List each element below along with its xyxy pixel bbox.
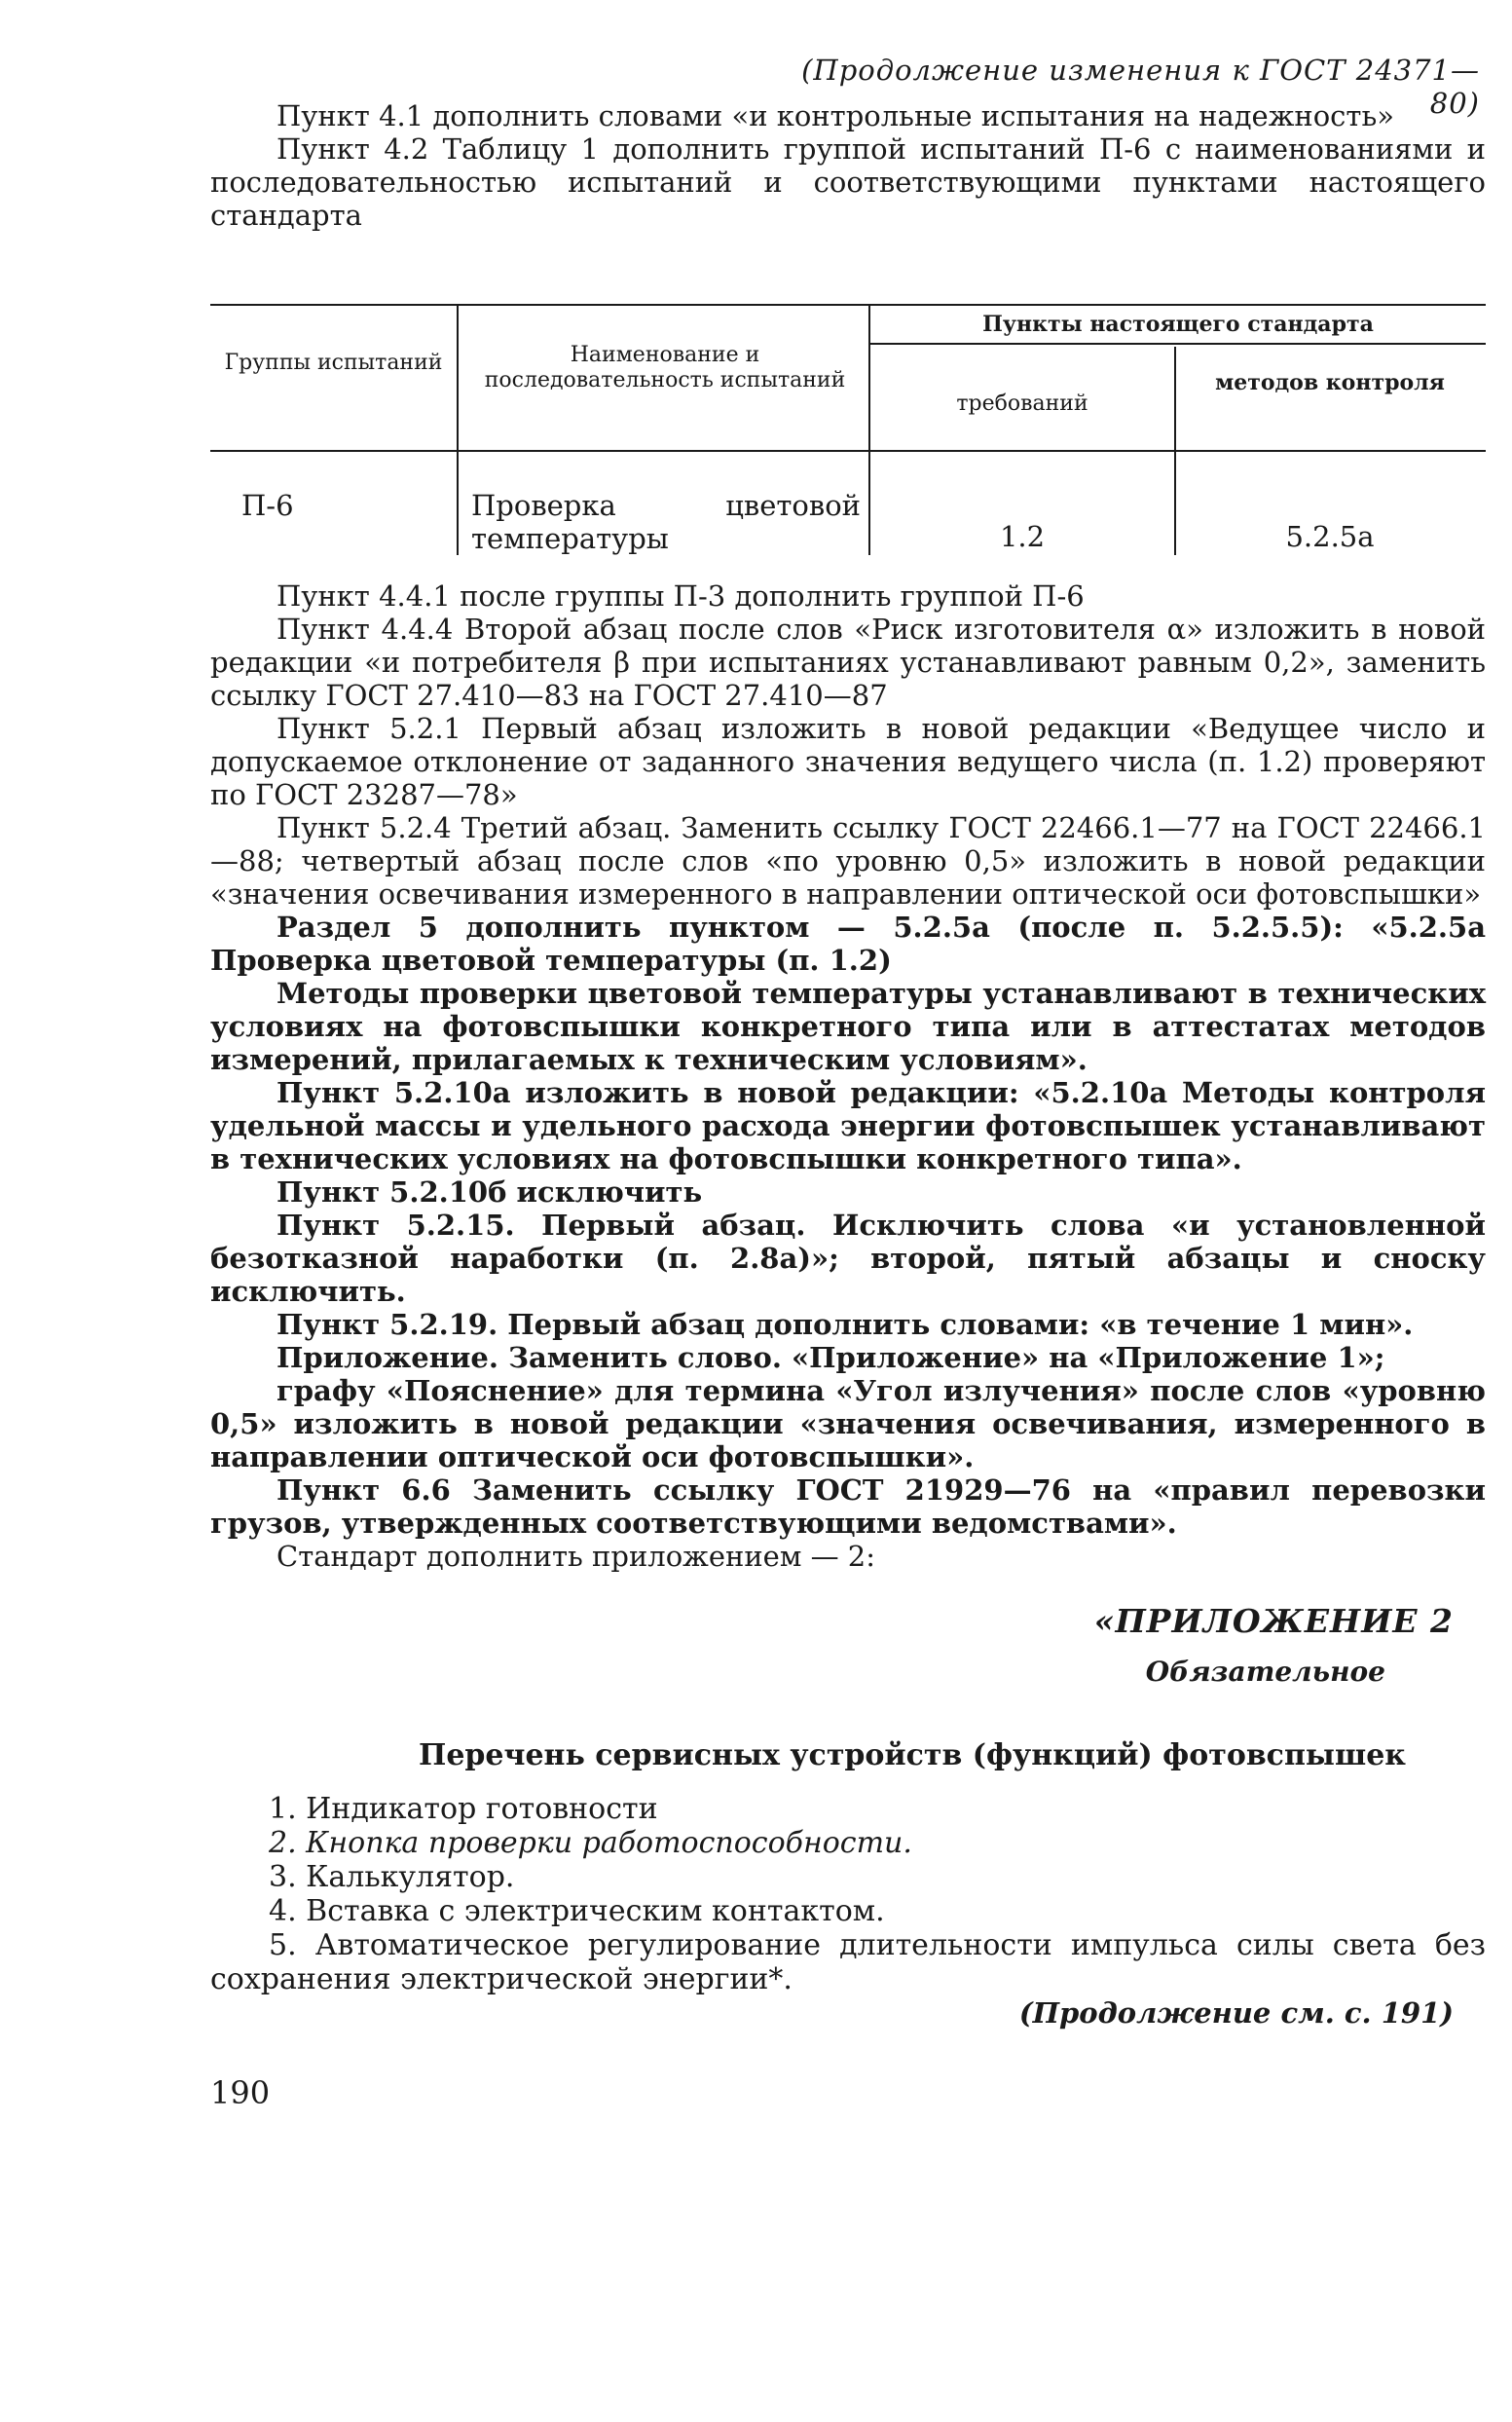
paragraph-5-2-1: Пункт 5.2.1 Первый абзац изложить в новой редакции «Ведущее число и допускаемое отклонение от заданного значения ведущего числа (п. 1.2) проверяют по ГОСТ 23287—78» (210, 712, 1486, 811)
row-test-name: Проверка цветовой температуры (471, 489, 861, 555)
row-group: П-6 (241, 489, 294, 522)
paragraph-methods: Методы проверки цветовой температуры устанавливают в технических условиях на фотовспышки конкретного типа или в аттестатах методов измерений, прилагаемых к техническим условиям». (210, 977, 1486, 1076)
col-methods-header: методов контроля (1215, 370, 1445, 395)
paragraph-4-4-4: Пункт 4.4.4 Второй абзац после слов «Риск изготовителя α» изложить в новой редакции «и потребителя β при испытаниях устанавливают равным 0,2», заменить ссылку ГОСТ 27.410—83 на ГОСТ 27.410—87 (210, 613, 1486, 712)
test-groups-table (210, 304, 1486, 563)
appendix-title: «ПРИЛОЖЕНИЕ 2 (1093, 1602, 1454, 1640)
running-header: (Продолжение изменения к ГОСТ 24371—80) (801, 54, 1480, 120)
list-item: 1. Индикатор готовности (269, 1792, 658, 1826)
col-requirements-header: требований (956, 391, 1088, 416)
paragraph-5-2-15: Пункт 5.2.15. Первый абзац. Исключить слова «и установленной безотказной наработки (п. 2.8а)»; второй, пятый абзацы и сноску исключить. (210, 1209, 1486, 1308)
list-item: 4. Вставка с электрическим контактом. (269, 1894, 885, 1928)
list-item: 2. Кнопка проверки работоспособности. (269, 1826, 912, 1860)
paragraph-4-2: Пункт 4.2 Таблицу 1 дополнить группой испытаний П-6 с наименованиями и последовательностью испытаний и соответствующими пунктами настоящего стандарта (210, 132, 1486, 232)
appendix-subtitle: Обязательное (1145, 1656, 1385, 1688)
col-groups-header: Группы испытаний (224, 351, 443, 375)
paragraph-appendix: Приложение. Заменить слово. «Приложение» на «Приложение 1»; (277, 1341, 1385, 1374)
row-requirements: 1.2 (999, 520, 1046, 553)
paragraph-section-5: Раздел 5 дополнить пунктом — 5.2.5а (после п. 5.2.5.5): «5.2.5а Проверка цветовой температуры (п. 1.2) (210, 911, 1486, 977)
paragraph-5-2-4: Пункт 5.2.4 Третий абзац. Заменить ссылку ГОСТ 22466.1—77 на ГОСТ 22466.1—88; четвертый абзац после слов «по уровню 0,5» изложить в новой редакции «значения освечивания измеренного в направлении оптической оси фотовспышки» (210, 811, 1486, 911)
list-item: 3. Калькулятор. (269, 1860, 515, 1894)
list-item: 5. Автоматическое регулирование длительности импульса силы света без сохранения электрической энергии*. (210, 1928, 1486, 1996)
top-paragraphs (210, 99, 1486, 232)
page-number: 190 (210, 2074, 271, 2111)
paragraph-5-2-19: Пункт 5.2.19. Первый абзац дополнить словами: «в течение 1 мин». (277, 1308, 1414, 1341)
col-clauses-header: Пункты настоящего стандарта (982, 312, 1374, 337)
paragraph-4-1: Пункт 4.1 дополнить словами «и контрольные испытания на надежность» (277, 99, 1394, 132)
service-devices-list (210, 1792, 1486, 1996)
row-methods: 5.2.5а (1285, 520, 1375, 553)
paragraph-5-2-10b: Пункт 5.2.10б исключить (277, 1175, 703, 1209)
continued-note: (Продолжение см. с. 191) (1018, 1996, 1454, 2030)
list-title: Перечень сервисных устройств (функций) фотовспышек (419, 1738, 1406, 1772)
col-name-header: Наименование и последовательность испытаний (484, 343, 846, 392)
main-paragraphs (210, 579, 1486, 1573)
paragraph-4-4-1: Пункт 4.4.1 после группы П-3 дополнить группой П-6 (277, 579, 1085, 613)
paragraph-column-explanation: графу «Пояснение» для термина «Угол излучения» после слов «уровню 0,5» изложить в новой редакции «значения освечивания, измеренного в направлении оптической оси фотовспышки». (210, 1374, 1486, 1473)
paragraph-5-2-10a: Пункт 5.2.10а изложить в новой редакции: «5.2.10а Методы контроля удельной массы и удельного расхода энергии фотовспышек устанавливают в технических условиях на фотовспышки конкретного типа». (210, 1076, 1486, 1175)
paragraph-6-6: Пункт 6.6 Заменить ссылку ГОСТ 21929—76 на «правил перевозки грузов, утвержденных соответствующими ведомствами». (210, 1473, 1486, 1540)
paragraph-add-appendix: Стандарт дополнить приложением — 2: (277, 1540, 876, 1573)
